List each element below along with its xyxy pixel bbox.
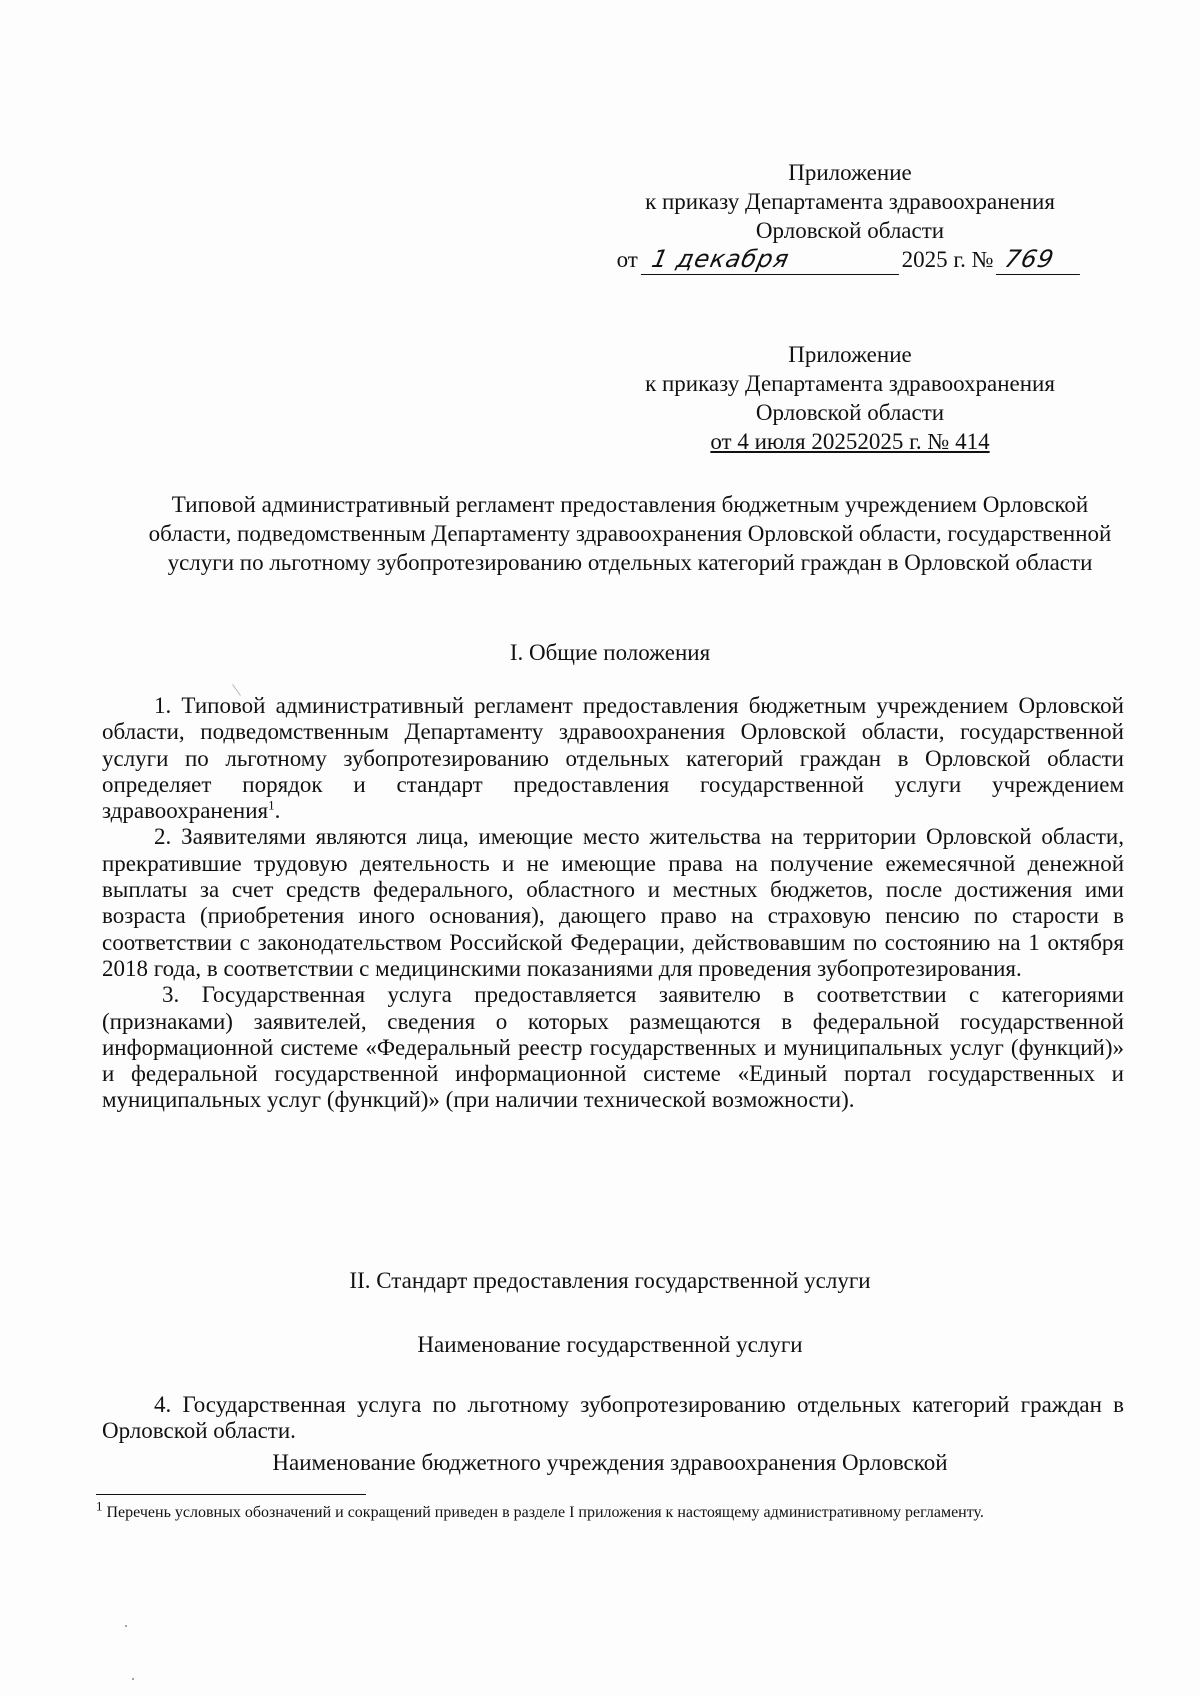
footnote-divider [96,1494,366,1495]
approval-header-old [590,340,1110,456]
footnote-text: Перечень условных обозначений и сокращений приведен в разделе I приложения к настоящему административному регламенту. [102,1504,984,1521]
header-old-line4: от 4 июля 20252025 г. № 414 [710,429,990,454]
paragraph-1-end: . [274,798,281,824]
paragraph-1-text: 1. Типовой административный регламент предоставления бюджетным учреждением Орловской области, подведомственным Департаменту здравоохранения Орловской области, государственной услуги по льготному зубопротезированию отдельных категорий граждан в Орловской области определяет порядок и стандарт предоставления государственной услуги учреждением здравоохранения [102,693,1124,824]
handwritten-number: 769 [996,245,1086,275]
paragraph-1 [102,693,1124,824]
paragraph-2: 2. Заявителями являются лица, имеющие место жительства на территории Орловской области, прекратившие трудовую деятельность и не имеющие права на получение ежемесячной денежной выплаты за счет средств федерального, областного и местных бюджетов, после достижения ими возраста (приобретения иного основания), дающего право на страховую пенсию по старости в соответствии с законодательством Российской Федерации, действовавшим по состоянию на 1 октября 2018 года, в соответствии с медицинскими показаниями для проведения зубопротезирования. [102,824,1124,981]
subheading-institution: Наименование бюджетного учреждения здравоохранения Орловской [272,1450,948,1475]
scan-speck [132,1678,134,1680]
scan-speck [125,1625,127,1627]
header-old-line3: Орловской области [755,400,945,425]
header-new-line1: Приложение [788,160,912,185]
approval-header-new [590,158,1110,275]
section2-heading: II. Стандарт предоставления государственной услуги [349,1268,871,1293]
paragraph-3: 3. Государственная услуга предоставляется заявителю в соответствии с категориями (признаками) заявителей, сведения о которых размещаются в федеральной государственной информационной системе «Федеральный реестр государственных и муниципальных услуг (функций)» и федеральной государственной информационной системе «Единый портал государственных и муниципальных услуг (функций)» (при наличии технической возможности). [102,982,1124,1113]
section2-body [102,1392,1124,1445]
footnote [96,1498,1126,1523]
header-new-line2: к приказу Департамента здравоохранения [645,189,1055,214]
subheading-service-name: Наименование государственной услуги [417,1332,803,1357]
header-new-line3: Орловской области [755,218,945,243]
footnote-ref: 1 [268,797,275,813]
header-old-line1: Приложение [788,342,912,367]
document-title: Типовой административный регламент предоставления бюджетным учреждением Орловской области, подведомственным Департаменту здравоохранения Орловской области, государственной услуги по льготному зубопротезированию отдельных категорий граждан в Орловской области [148,492,1112,575]
year-suffix: 2025 г. № [901,247,994,272]
section1-body [102,693,1124,1114]
section1-heading: I. Общие положения [509,640,711,665]
header-new-date-row [590,245,1110,275]
paragraph-4: 4. Государственная услуга по льготному зубопротезированию отдельных категорий граждан в Орловской области. [102,1392,1124,1444]
handwritten-date: 1 декабря [640,245,904,275]
header-old-line2: к приказу Департамента здравоохранения [645,371,1055,396]
date-prefix: от [616,247,638,272]
footnote-marker: 1 [96,1498,103,1514]
